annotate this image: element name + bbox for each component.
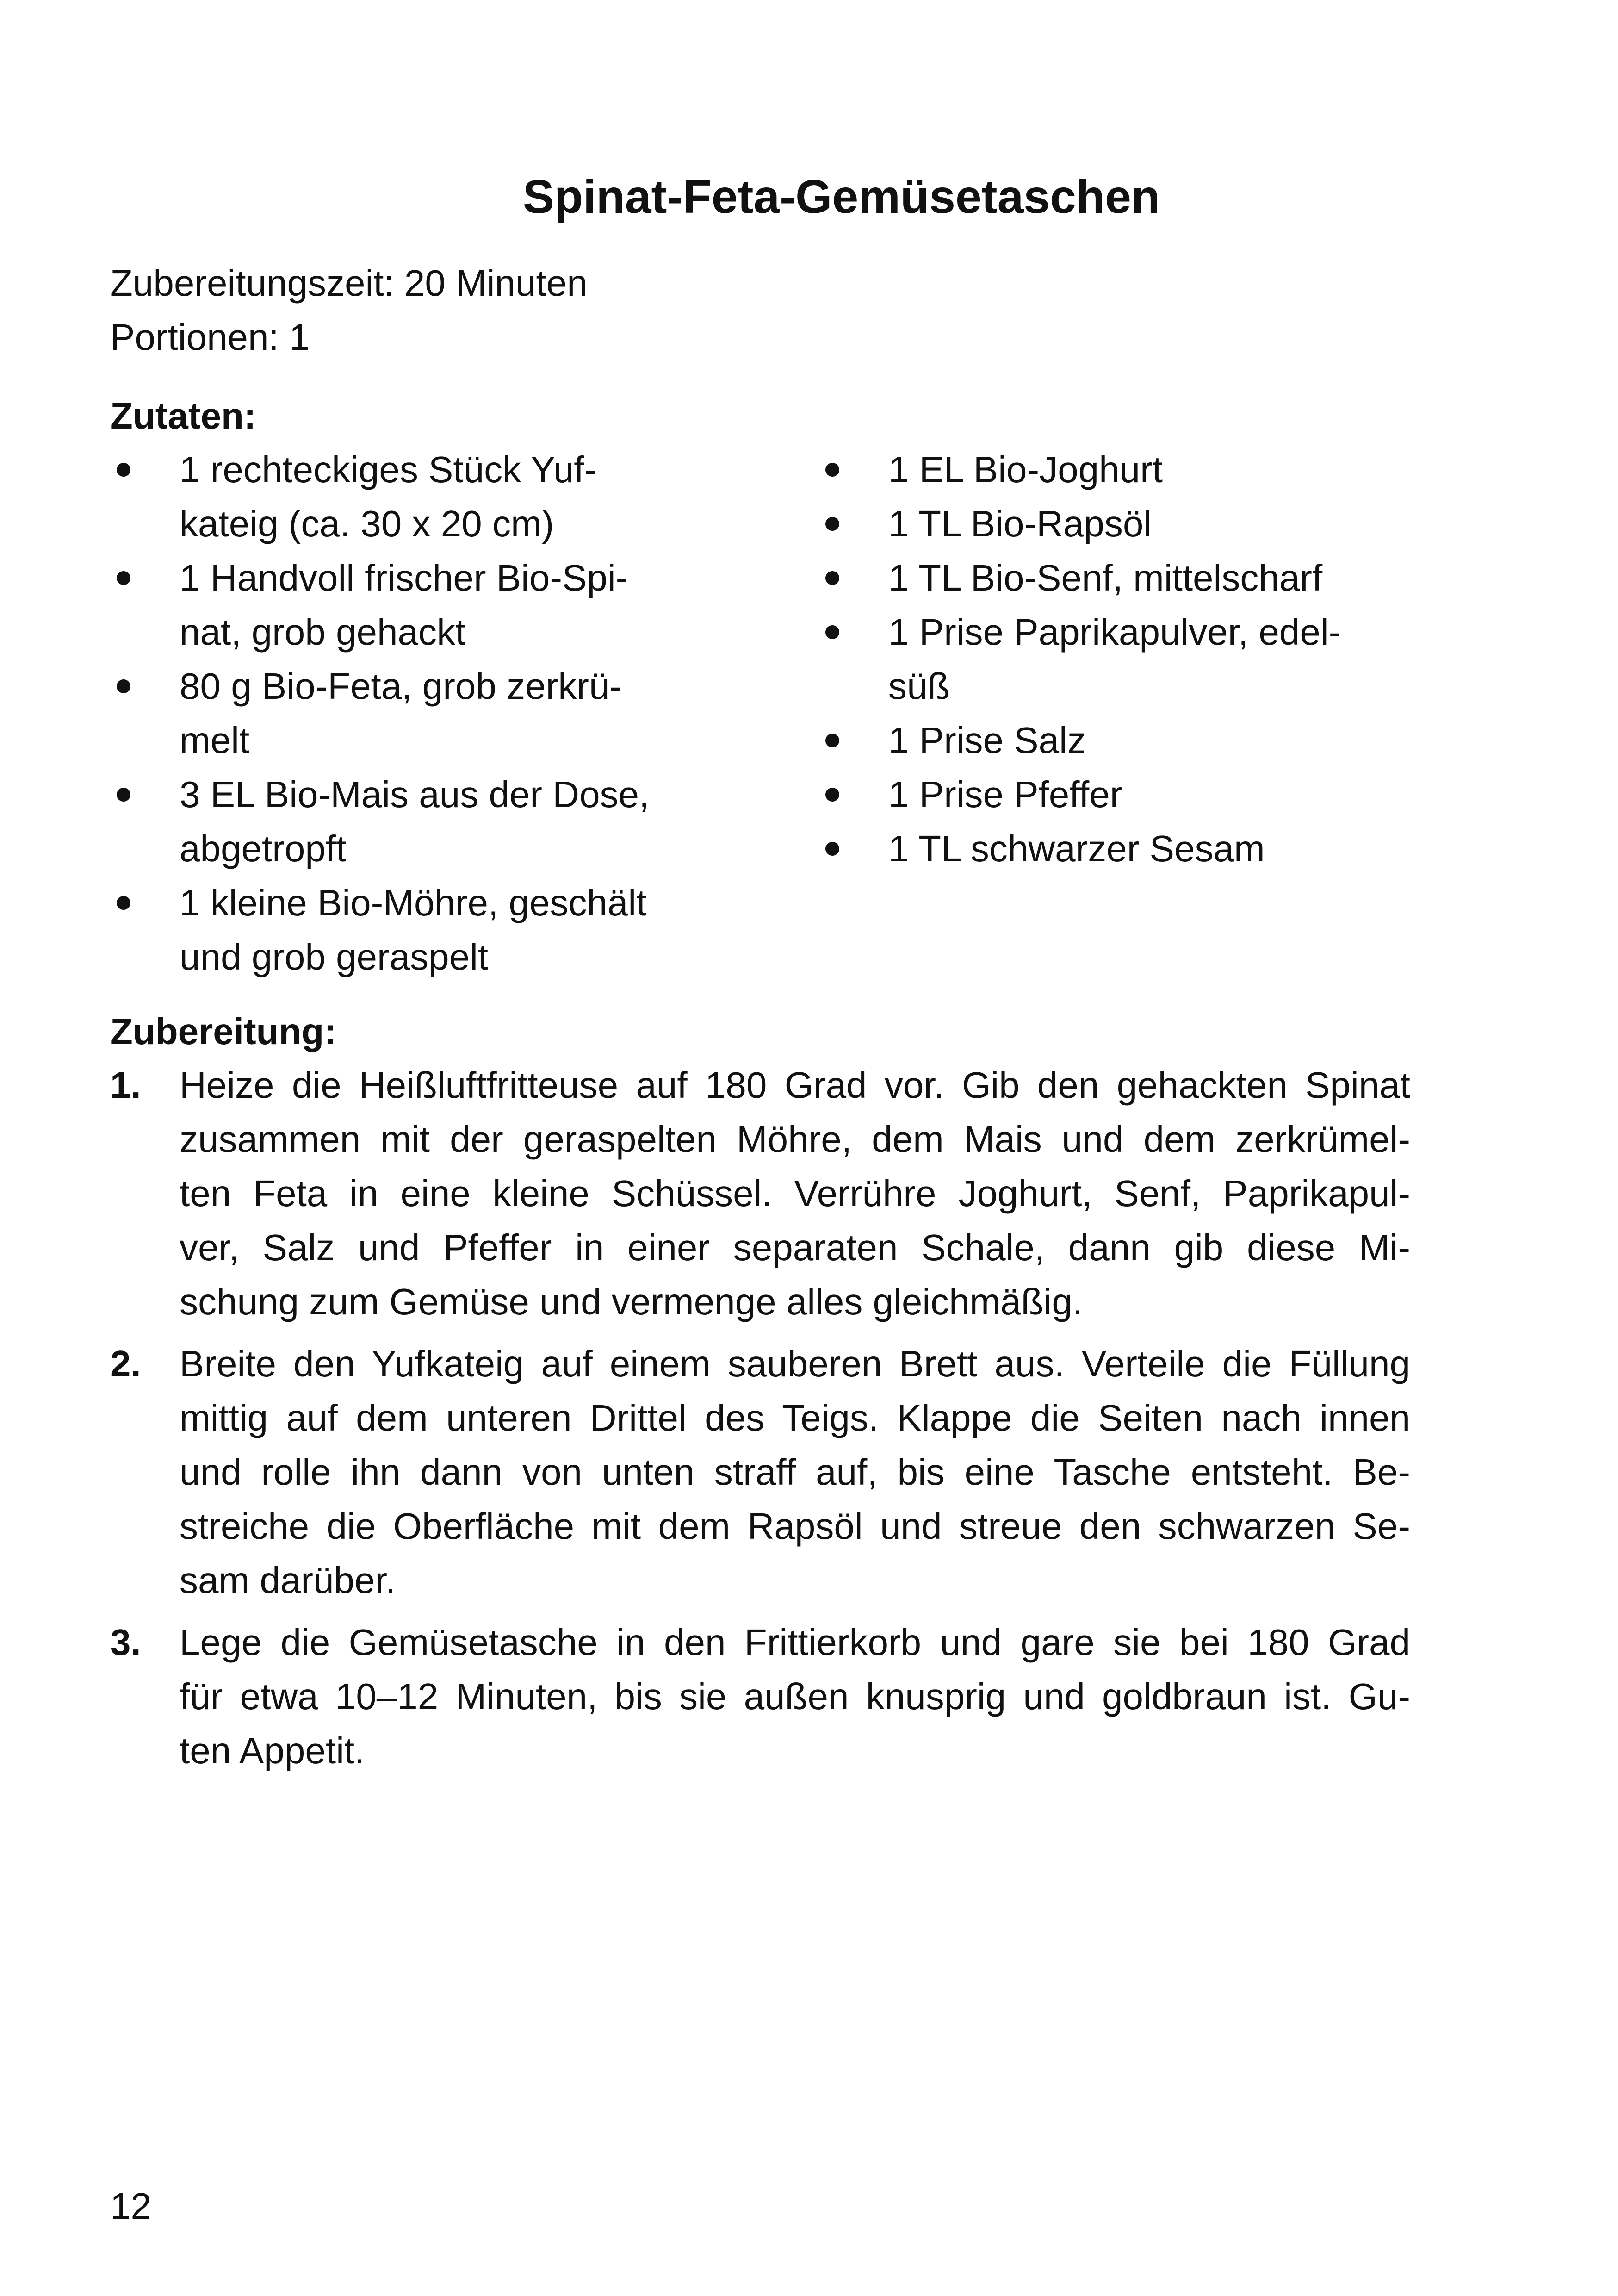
ingredient-item: 1 kleine Bio-Möhre, geschält und grob geraspelt [110,876,730,984]
bullet-icon [825,842,839,856]
bullet-icon [825,625,839,639]
prep-time: Zubereitungszeit: 20 Minuten [110,262,588,304]
portions: Portionen: 1 [110,317,310,358]
bullet-icon [117,788,130,802]
recipe-title: Spinat-Feta-Gemüsetaschen [522,170,1160,223]
bullet-icon [117,571,130,585]
page-number: 12 [110,2185,151,2227]
bullet-icon [825,571,839,585]
ingredients-heading: Zutaten: [110,395,256,436]
ingredients-list-left [110,442,730,984]
ingredient-item: 1 EL Bio-Joghurt [819,442,1467,497]
ingredient-item: 1 TL Bio-Senf, mittelscharf [819,551,1467,605]
ingredient-item: 1 Prise Salz [819,713,1467,767]
ingredient-item: 1 TL schwarzer Sesam [819,821,1467,876]
ingredient-item: 1 Prise Pfeffer [819,767,1467,821]
bullet-icon [117,896,130,910]
step-item: 3. Lege die Gemüsetasche in den Frittierkorb und gare sie bei 180 Grad für etwa 10–12 Minuten, bis sie außen knusprig und goldbraun ist. Gu- ten Appetit. [110,1615,1410,1778]
preparation-steps [110,1058,1410,1786]
preparation-heading: Zubereitung: [110,1011,336,1052]
ingredient-item: 1 TL Bio-Rapsöl [819,497,1467,551]
ingredient-item: 1 rechteckiges Stück Yuf- kateig (ca. 30 x 20 cm) [110,442,730,551]
step-number: 3. [110,1622,141,1663]
step-item: 2. Breite den Yufkateig auf einem sauberen Brett aus. Verteile die Füllung mittig auf dem unteren Drittel des Teigs. Klappe die Seiten nach innen und rolle ihn dann von unten straff auf, bis eine Tasche entsteht. Be- streiche die Oberfläche mit dem Rapsöl und streue den schwarzen Se- sam darüber. [110,1337,1410,1607]
recipe-meta [110,256,588,364]
bullet-icon [117,463,130,477]
bullet-icon [117,679,130,693]
step-item: 1. Heize die Heißluftfritteuse auf 180 Grad vor. Gib den gehackten Spinat zusammen mit der geraspelten Möhre, dem Mais und dem zerkrümel- ten Feta in eine kleine Schüssel. Verrühre Joghurt, Senf, Paprikapul- ver, Salz und Pfeffer in einer separaten Schale, dann gib diese Mi- schung zum Gemüse und vermenge alles gleichmäßig. [110,1058,1410,1329]
bullet-icon [825,517,839,531]
bullet-icon [825,734,839,747]
ingredient-item: 80 g Bio-Feta, grob zerkrü- melt [110,659,730,767]
ingredients-list-right [819,442,1467,876]
bullet-icon [825,788,839,802]
ingredient-item: 1 Prise Paprikapulver, edel- süß [819,605,1467,713]
step-number: 1. [110,1064,141,1106]
ingredient-item: 3 EL Bio-Mais aus der Dose, abgetropft [110,767,730,876]
bullet-icon [825,463,839,477]
ingredient-item: 1 Handvoll frischer Bio-Spi- nat, grob gehackt [110,551,730,659]
step-number: 2. [110,1343,141,1384]
